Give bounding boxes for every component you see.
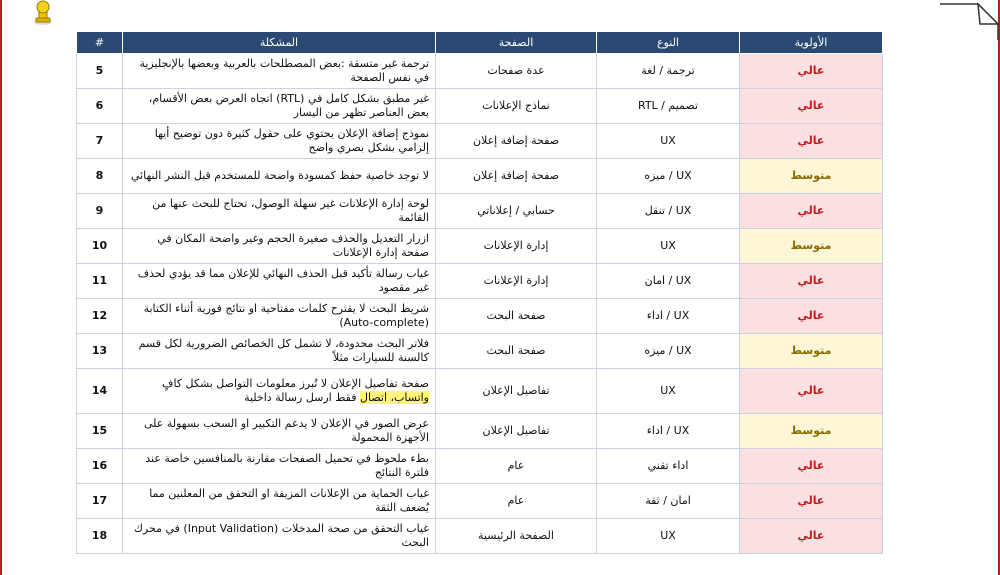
header-issue: المشكلة [123,32,436,54]
number-cell: 12 [77,299,123,334]
priority-cell: متوسط [740,229,883,264]
table-row [77,369,883,414]
header-number: # [77,32,123,54]
issue-cell: نموذج إضافة الإعلان يحتوي على حقول كثيرة دون توضيح أيها إلزامي بشكل بصري واضح [123,124,436,159]
table-row [77,414,883,449]
type-cell: UX / تنقل [597,194,740,229]
table-row [77,299,883,334]
issues-table [76,31,883,554]
number-cell: 13 [77,334,123,369]
issue-cell: فلاتر البحث محدودة، لا تشمل كل الخصائص الضرورية لكل قسم كالسنة للسيارات مثلاً [123,334,436,369]
number-cell: 15 [77,414,123,449]
page-cell: حسابي / إعلاناتي [436,194,597,229]
page-border-left [0,0,2,575]
issue-cell: غير مطبق بشكل كامل في (RTL) اتجاه العرض بعض الأقسام، بعض العناصر تظهر من اليسار [123,89,436,124]
issue-cell: لا توجد خاصية حفظ كمسودة واضحة للمستخدم قبل النشر النهائي [123,159,436,194]
number-cell: 14 [77,369,123,414]
header-priority: الأولوية [740,32,883,54]
number-cell: 16 [77,449,123,484]
type-cell: UX [597,124,740,159]
issue-cell: بطء ملحوظ في تحميل الصفحات مقارنة بالمنافسين خاصة عند فلترة النتائج [123,449,436,484]
page-cell: عام [436,484,597,519]
table-header-row [77,32,883,54]
priority-cell: متوسط [740,159,883,194]
page-cell: صفحة إضافة إعلان [436,124,597,159]
issue-text: صفحة تفاصيل الإعلان لا تُبرز معلومات التواصل بشكل كافٍ [162,377,429,390]
priority-cell: عالي [740,484,883,519]
issue-cell [123,369,436,414]
issue-cell: شريط البحث لا يقترح كلمات مفتاحية او نتائج فورية أثناء الكتابة (Auto-complete) [123,299,436,334]
type-cell: امان / ثقة [597,484,740,519]
table-row [77,519,883,554]
priority-cell: عالي [740,89,883,124]
type-cell: اداء تقني [597,449,740,484]
type-cell: UX / ميزه [597,159,740,194]
type-cell: ترجمة / لغة [597,54,740,89]
page-cell: عام [436,449,597,484]
page-cell: تفاصيل الإعلان [436,369,597,414]
number-cell: 8 [77,159,123,194]
table-row [77,449,883,484]
page-cell: الصفحة الرئيسية [436,519,597,554]
page-cell: تفاصيل الإعلان [436,414,597,449]
issue-cell: ازرار التعديل والحذف صغيرة الحجم وغير واضحة المكان في صفحة إدارة الإعلانات [123,229,436,264]
type-cell: UX / ميزه [597,334,740,369]
page-cell: صفحة إضافة إعلان [436,159,597,194]
highlighted-text: واتساب، اتصال [360,391,429,404]
table-row [77,484,883,519]
priority-cell: عالي [740,124,883,159]
push-pin-icon [28,0,58,28]
number-cell: 9 [77,194,123,229]
type-cell: UX / اداء [597,299,740,334]
issue-cell: غياب الحماية من الإعلانات المزيفة او التحقق من المعلنين مما يُضعف الثقة [123,484,436,519]
page-cell: عدة صفحات [436,54,597,89]
table-row [77,54,883,89]
table-row [77,159,883,194]
type-cell: تصميم / RTL [597,89,740,124]
issue-cell: لوحة إدارة الإعلانات غير سهلة الوصول، تحتاج للبحث عنها من القائمة [123,194,436,229]
priority-cell: متوسط [740,414,883,449]
issue-text: فقط ارسل رسالة داخلية [244,391,360,404]
issue-cell: غياب التحقق من صحة المدخلات (Input Validation) في محرك البحث [123,519,436,554]
priority-cell: عالي [740,519,883,554]
page-cell: إدارة الإعلانات [436,264,597,299]
priority-cell: متوسط [740,334,883,369]
issue-cell: غياب رسالة تأكيد قبل الحذف النهائي للإعلان مما قد يؤدي لحذف غير مقصود [123,264,436,299]
page-cell: صفحة البحث [436,299,597,334]
number-cell: 5 [77,54,123,89]
page-cell: نماذج الإعلانات [436,89,597,124]
table-row [77,229,883,264]
number-cell: 11 [77,264,123,299]
priority-cell: عالي [740,449,883,484]
number-cell: 7 [77,124,123,159]
type-cell: UX [597,369,740,414]
number-cell: 10 [77,229,123,264]
table-row [77,334,883,369]
header-type: النوع [597,32,740,54]
number-cell: 18 [77,519,123,554]
page-curl-icon [940,0,1000,40]
priority-cell: عالي [740,194,883,229]
type-cell: UX / اداء [597,414,740,449]
type-cell: UX [597,519,740,554]
priority-cell: عالي [740,54,883,89]
priority-cell: عالي [740,264,883,299]
table-row [77,264,883,299]
priority-cell: عالي [740,299,883,334]
number-cell: 17 [77,484,123,519]
type-cell: UX [597,229,740,264]
table-row [77,194,883,229]
table-row [77,124,883,159]
number-cell: 6 [77,89,123,124]
table-body [77,54,883,554]
page-cell: صفحة البحث [436,334,597,369]
header-page: الصفحة [436,32,597,54]
type-cell: UX / امان [597,264,740,299]
issue-cell: ترجمة غير متسقة :بعض المصطلحات بالعربية وبعضها بالإنجليزية في نفس الصفحة [123,54,436,89]
issue-cell: عرض الصور في الإعلان لا يدعم التكبير او السحب بسهولة على الأجهزة المحمولة [123,414,436,449]
table-row [77,89,883,124]
priority-cell: عالي [740,369,883,414]
page-cell: إدارة الإعلانات [436,229,597,264]
